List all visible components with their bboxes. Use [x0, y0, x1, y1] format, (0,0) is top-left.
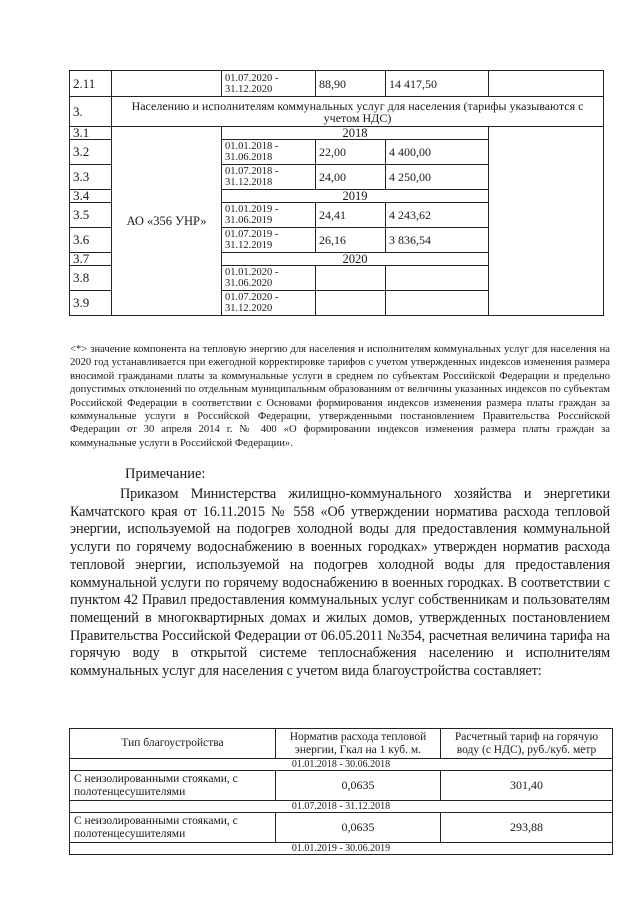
period-cell: 01.07.2018 - 31.12.2018	[222, 165, 316, 190]
header-tariff: Расчетный тариф на горячую воду (с НДС), руб./куб. метр	[441, 729, 613, 759]
row-number: 3.3	[70, 165, 112, 190]
period-row	[70, 759, 613, 771]
header-norm: Норматив расхода тепловой энергии, Гкал на 1 куб. м.	[276, 729, 441, 759]
row-number: 3.9	[70, 291, 112, 316]
row-number: 2.11	[70, 71, 112, 97]
note-paragraph	[70, 486, 610, 681]
period-cell: 01.07.2020 - 31.12.2020	[222, 291, 316, 316]
tariff-table	[69, 70, 604, 316]
table-row	[70, 127, 604, 140]
value-cell	[386, 266, 489, 291]
row-number: 3.	[70, 97, 112, 127]
type-cell: С неизолированными стояками, с полотенцесушителями	[70, 813, 276, 843]
period-label: 01.07.2018 - 31.12.2018	[70, 801, 613, 813]
value-cell: 88,90	[316, 71, 386, 97]
value-cell	[316, 291, 386, 316]
note-text: Приказом Министерства жилищно-коммунального хозяйства и энергетики Камчатского края от 16.11.2015 № 558 «Об утверждении норматива расхода тепловой энергии, используемой на подогрев холодной воды для предоставления коммунальной услуги по горячему водоснабжению в военных городках» утвержден норматив расхода тепловой энергии, используемой на подогрев холодной воды для предоставления коммунальной услуги по горячему водоснабжению в военных городках. В соответствии с пунктом 42 Правил предоставления коммунальных услуг собственникам и пользователям помещений в многоквартирных домах и жилых домов, утвержденных постановлением Правительства Российской Федерации от 06.05.2011 №354, расчетная величина тарифа на горячую воду в открытой системе теплоснабжения населению и исполнителям коммунальных услуг для населения с учетом вида благоустройства составляет:	[70, 486, 610, 680]
norm-cell: 0,0635	[276, 813, 441, 843]
value-cell: 4 250,00	[386, 165, 489, 190]
year-heading: 2019	[222, 190, 489, 203]
header-type: Тип благоустройства	[70, 729, 276, 759]
period-cell: 01.01.2020 - 31.06.2020	[222, 266, 316, 291]
type-cell: С неизолированными стояками, с полотенцесушителями	[70, 771, 276, 801]
value-cell: 24,41	[316, 203, 386, 228]
row-number: 3.5	[70, 203, 112, 228]
tariff-cell: 293,88	[441, 813, 613, 843]
table-row	[70, 813, 613, 843]
year-heading: 2020	[222, 253, 489, 266]
table-header-row	[70, 729, 613, 759]
value-cell: 4 400,00	[386, 140, 489, 165]
row-number: 3.2	[70, 140, 112, 165]
period-cell: 01.07.2020 - 31.12.2020	[222, 71, 316, 97]
table-row	[70, 71, 604, 97]
footnote: <*> значение компонента на тепловую энергию для населения и исполнителям коммунальных услуг для населения на 2020 год устанавливается при ежегодной корректировке тарифов с учетом утвержденных индексов изменения размера вносимой гражданами платы за коммунальные услуги в среднем по субъектам Российской Федерации и предельно допустимых отклонений по отдельным муниципальным образованиям от величины указанных индексов по субъектам Российской Федерации в соответствии с Основами формирования индексов изменения размера платы граждан за коммунальные услуги в Российской Федерации, утвержденными постановлением Правительства Российской Федерации от 30 апреля 2014 г. № 400 «О формировании индексов изменения размера платы граждан за коммунальные услуги в Российской Федерации».	[70, 344, 610, 449]
period-label: 01.01.2019 - 30.06.2019	[70, 843, 613, 855]
organization-cell: АО «356 УНР»	[112, 127, 222, 316]
row-number: 3.1	[70, 127, 112, 140]
value-cell: 22,00	[316, 140, 386, 165]
tariff-cell: 301,40	[441, 771, 613, 801]
section-heading: Населению и исполнителям коммунальных услуг для населения (тарифы указываются с учетом НДС)	[112, 97, 604, 127]
period-cell: 01.01.2018 - 31.06.2018	[222, 140, 316, 165]
value-cell: 14 417,50	[386, 71, 489, 97]
row-number: 3.6	[70, 228, 112, 253]
period-label: 01.01.2018 - 30.06.2018	[70, 759, 613, 771]
value-cell	[386, 291, 489, 316]
value-cell: 4 243,62	[386, 203, 489, 228]
table-row	[70, 771, 613, 801]
row-number: 3.7	[70, 253, 112, 266]
period-row	[70, 801, 613, 813]
row-number: 3.8	[70, 266, 112, 291]
value-cell: 3 836,54	[386, 228, 489, 253]
period-cell: 01.07.2019 - 31.12.2019	[222, 228, 316, 253]
row-number: 3.4	[70, 190, 112, 203]
norm-table	[69, 728, 613, 855]
note-heading: Примечание:	[125, 466, 206, 482]
period-cell: 01.01.2019 - 31.06.2019	[222, 203, 316, 228]
period-row	[70, 843, 613, 855]
value-cell: 26,16	[316, 228, 386, 253]
value-cell: 24,00	[316, 165, 386, 190]
norm-cell: 0,0635	[276, 771, 441, 801]
table-row	[70, 97, 604, 127]
value-cell	[316, 266, 386, 291]
year-heading: 2018	[222, 127, 489, 140]
